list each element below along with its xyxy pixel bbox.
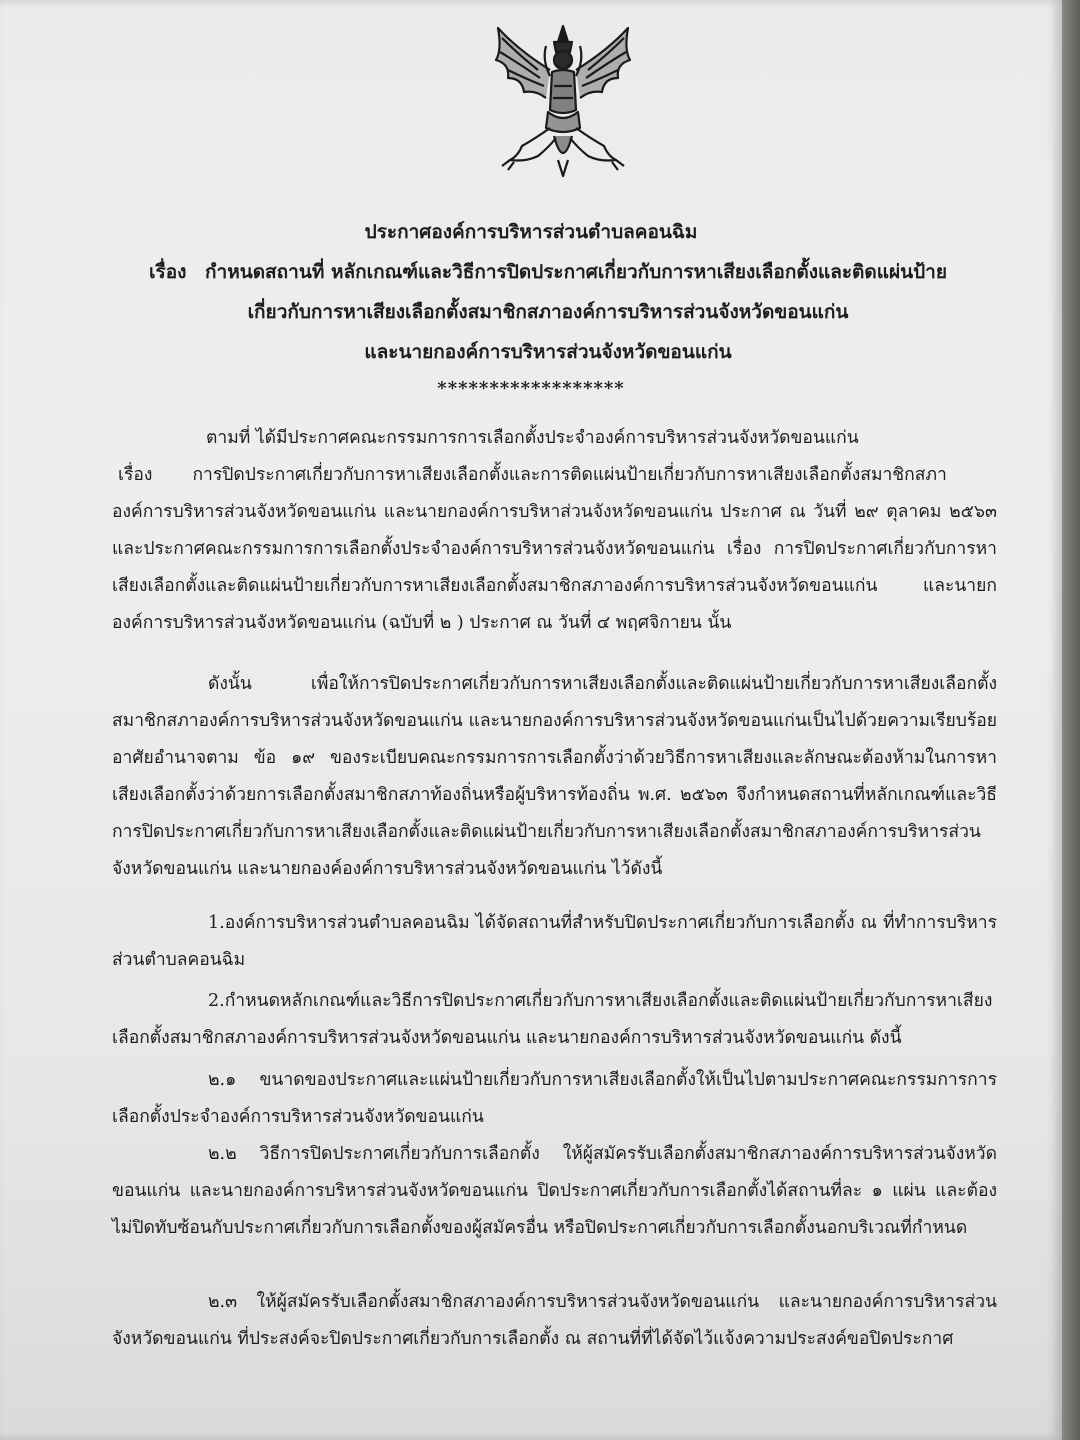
announcement-subject — [108, 252, 988, 372]
subject-label: เรื่อง — [149, 261, 187, 283]
subject-line-1: กำหนดสถานที่ หลักเกณฑ์และวิธีการปิดประกาศเกี่ยวกับการหาเสียงเลือกตั้งและติดแผ่นป้าย — [205, 261, 947, 283]
subject-line-2: เกี่ยวกับการหาเสียงเลือกตั้งสมาชิกสภาองค์การบริหารส่วนจังหวัดขอนแก่น — [247, 301, 849, 323]
separator: ****************** — [437, 378, 625, 399]
paragraph-item-1: 1.องค์การบริหารส่วนตำบลคอนฉิม ได้จัดสถานที่สำหรับปิดประกาศเกี่ยวกับการเลือกตั้ง ณ ที่ทำการบริหารส่วนตำบลคอนฉิม — [112, 913, 997, 970]
paragraph-therefore: ดังนั้น เพื่อให้การปิดประกาศเกี่ยวกับการหาเสียงเลือกตั้งและติดแผ่นป้ายเกี่ยวกับการหาเสียงเลือกตั้งสมาชิกสภาองค์การบริหารส่วนจังหวัดขอนแก่น และนายกองค์การบริหารส่วนจังหวัดขอนแก่นเป็นไปด้วยความเรียบร้อย อาศัยอำนาจตาม ข้อ ๑๙ ของระเบียบคณะกรรมการการเลือกตั้งว่าด้วยวิธีการหาเสียงและลักษณะต้องห้ามในการหาเสียงเลือกตั้งว่าด้วยการเลือกตั้งสมาชิกสภาท้องถิ่นหรือผู้บริหารท้องถิ่น พ.ศ. ๒๕๖๓ จึงกำหนดสถานที่หลักเกณฑ์และวิธีการปิดประกาศเกี่ยวกับการหาเสียงเลือกตั้งและติดแผ่นป้ายเกี่ยวกับการหาเสียงเลือกตั้งสมาชิกสภาองค์การบริหารส่วนจังหวัดขอนแก่น และนายกองค์องค์การบริหารส่วนจังหวัดขอนแก่น ไว้ดังนี้ — [112, 674, 997, 879]
paragraph-item-2-2: ๒.๒ วิธีการปิดประกาศเกี่ยวกับการเลือกตั้ง ให้ผู้สมัครรับเลือกตั้งสมาชิกสภาองค์การบริหารส่วนจังหวัดขอนแก่น และนายกองค์การบริหารส่วนจังหวัดขอนแก่น ปิดประกาศเกี่ยวกับการเลือกตั้งได้สถานที่ละ ๑ แผ่น และต้องไม่ปิดทับซ้อนกับประกาศเกี่ยวกับการเลือกตั้งของผู้สมัครอื่น หรือปิดประกาศเกี่ยวกับการเลือกตั้งนอกบริเวณที่กำหนด — [112, 1144, 997, 1238]
paragraph-reference — [112, 420, 997, 642]
paragraph-item-2-3: ๒.๓ ให้ผู้สมัครรับเลือกตั้งสมาชิกสภาองค์การบริหารส่วนจังหวัดขอนแก่น และนายกองค์การบริหารส่วนจังหวัดขอนแก่น ที่ประสงค์จะปิดประกาศเกี่ยวกับการเลือกตั้ง ณ สถานที่ที่ได้จัดไว้แจ้งความประสงค์ขอปิดประกาศ — [112, 1292, 997, 1349]
paragraph-lead: ตามที่ ได้มีประกาศคณะกรรมการการเลือกตั้งประจำองค์การบริหารส่วนจังหวัดขอนแก่น — [206, 428, 859, 448]
subject-line-3: และนายกองค์การบริหารส่วนจังหวัดขอนแก่น — [364, 341, 732, 363]
paragraph-item-2-1: ๒.๑ ขนาดของประกาศและแผ่นป้ายเกี่ยวกับการหาเสียงเลือกตั้งให้เป็นไปตามประกาศคณะกรรมการการเลือกตั้งประจำองค์การบริหารส่วนจังหวัดขอนแก่น — [112, 1070, 997, 1127]
paragraph-subject-word: เรื่อง — [118, 465, 153, 485]
paragraph-reference-text: การปิดประกาศเกี่ยวกับการหาเสียงเลือกตั้งและการติดแผ่นป้ายเกี่ยวกับการหาเสียงเลือกตั้งสมาชิกสภาองค์การบริหารส่วนจังหวัดขอนแก่น และนายกองค์การบริหาส่วนจังหวัดขอนแก่น ประกาศ ณ วันที่ ๒๙ ตุลาคม ๒๕๖๓ และประกาศคณะกรรมการการเลือกตั้งประจำองค์การบริหารส่วนจังหวัดขอนแก่น เรื่อง การปิดประกาศเกี่ยวกับการหาเสียงเลือกตั้งและติดแผ่นป้ายเกี่ยวกับการหาเสียงเลือกตั้งสมาชิกสภาองค์การบริหารส่วนจังหวัดขอนแก่น และนายกองค์การบริหารส่วนจังหวัดขอนแก่น (ฉบับที่ ๒ ) ประกาศ ณ วันที่ ๔ พฤศจิกายน นั้น — [112, 465, 997, 633]
paragraph-item-2: 2.กำหนดหลักเกณฑ์และวิธีการปิดประกาศเกี่ยวกับการหาเสียงเลือกตั้งและติดแผ่นป้ายเกี่ยวกับการหาเสียงเลือกตั้งสมาชิกสภาองค์การบริหารส่วนจังหวัดขอนแก่น และนายกองค์การบริหารส่วนจังหวัดขอนแก่น ดังนี้ — [112, 991, 993, 1048]
garuda-emblem-icon — [488, 20, 638, 180]
page-edge-shadow — [1062, 0, 1080, 1440]
announcement-title: ประกาศองค์การบริหารส่วนตำบลคอนฉิม — [364, 221, 698, 243]
